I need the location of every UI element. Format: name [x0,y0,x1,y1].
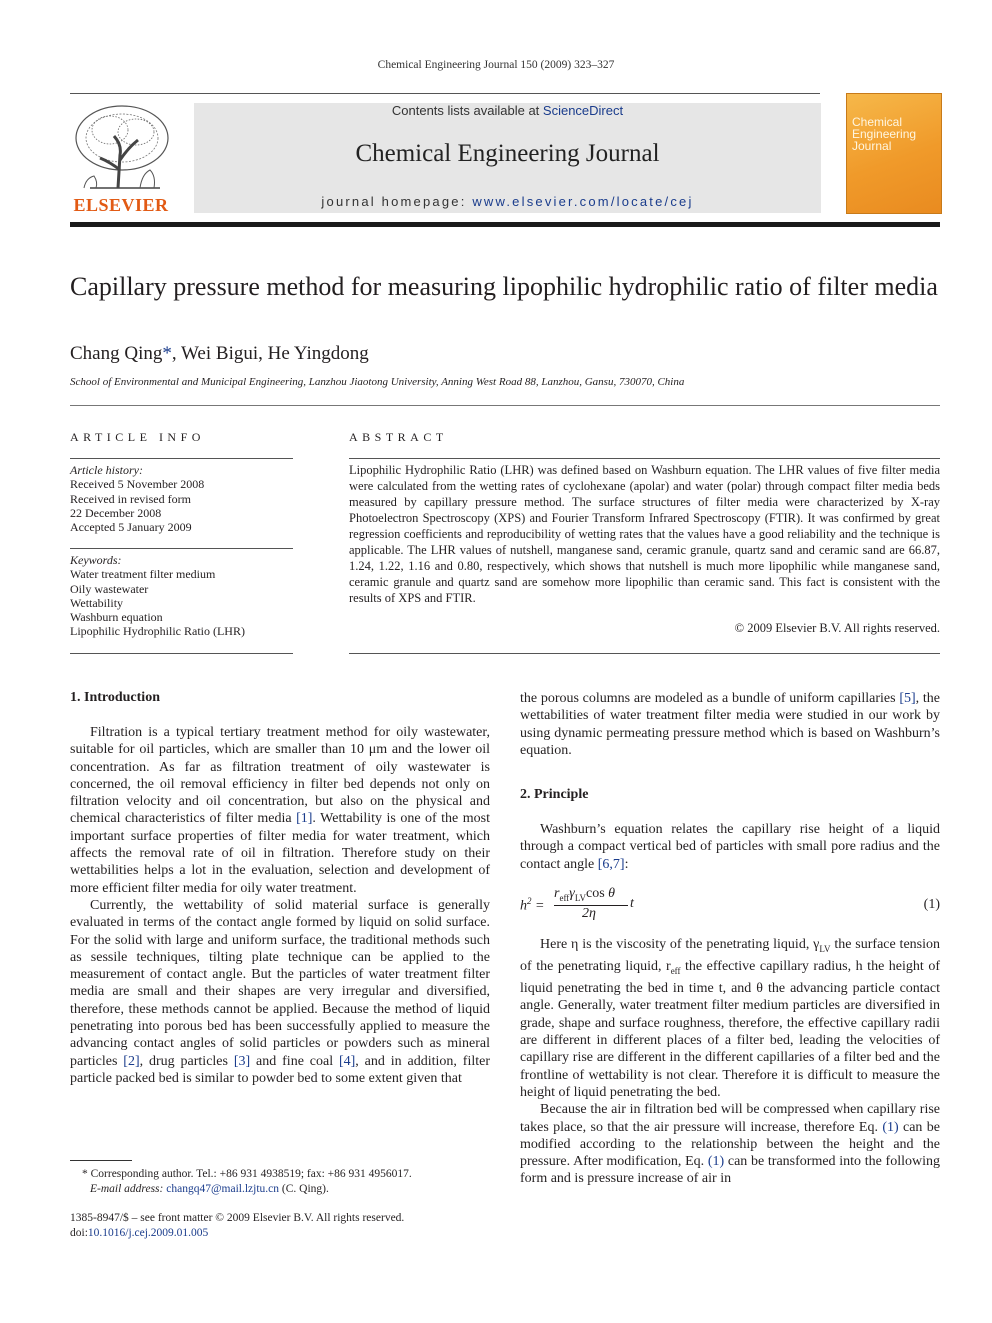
article-info-heading: ARTICLE INFO [70,430,205,444]
text-run: the surface tension of the penetrating liquid, r [520,937,940,975]
cover-title [852,116,942,152]
front-matter [70,1211,490,1240]
equation-lhs: $h^2$ = [520,896,545,914]
history-item: Received 5 November 2008 [70,477,205,492]
text-run: the porous columns are modeled as a bundle of uniform capillaries [520,691,900,706]
journal-cover-thumbnail[interactable] [846,93,942,214]
info-rule [70,548,293,549]
article-title: Capillary pressure method for measuring lipophilic hydrophilic ratio of filter media [70,272,938,301]
info-rule [70,458,293,459]
paragraph [520,1101,940,1187]
equation-link[interactable]: (1) [882,1119,899,1135]
author-names: , Wei Bigui, He Yingdong [171,343,369,364]
homepage-line [194,194,821,209]
introduction-continued [520,690,940,759]
text-run: Filtration is a typical tertiary treatment method for oily wastewater, suitable for oil particles, which are smaller than 10 μm and the lower oil concentration. As far as filtration treatment of oily wastewater is concerned, the oil removal efficiency in filter bed depends not only on filtration velocity and oil concentration, but also on the physical and chemical characteristics of filter media [70,725,490,827]
abstract-text: Lipophilic Hydrophilic Ratio (LHR) was defined based on Washburn equation. The LHR values of five filter media were calculated from the wetting rates of cyclohexane (apolar) and water (polar) through compact filter media beds measured by capillary pressure method. The surface structures of filter media were characterized by X-ray Photoelectron Spectroscopy (XPS) and Fourier Transform Infrared Spectroscopy (FTIR). It was confirmed by great regression coefficients and reproducibility of wetting rates that the values have a good reliability and the technique is applicable. The LHR values of nutshell, manganese sand, ceramic granule, quartz sand and ceramic sand are 66.87, 1.24, 1.22, 1.16 and 0.80, respectively, which shows that nutshell is much more lipophilic while manganese sand, ceramic granule and quartz sand are somehow more lipophilic than ceramic sand. This fact is consistent with the results of XPS and FTIR. [349,463,940,605]
journal-title: Chemical Engineering Journal [355,140,660,167]
footnote [70,1167,490,1196]
email-link[interactable]: changq47@mail.lzjtu.cn [166,1182,280,1195]
keywords [70,553,293,639]
issn-line: 1385-8947/$ – see front matter © 2009 Elsevier B.V. All rights reserved. [70,1212,405,1224]
homepage-link[interactable]: www.elsevier.com/locate/cej [472,194,694,209]
equation-numerator: $r_{eff}\gamma_{LV}\cos$ θ [554,886,616,903]
text-run: , and in addition, filter particle packed bed is similar to powder bed to some extent given that [70,1053,490,1086]
journal-reference: Chemical Engineering Journal 150 (2009) 323–327 [377,59,615,71]
email-label: E-mail address: [90,1182,167,1195]
doi-link[interactable]: 10.1016/j.cej.2009.01.005 [87,1226,209,1239]
citation-link[interactable]: [5] [899,691,916,706]
text-run: , drug particles [139,1053,234,1069]
citation-link[interactable]: [3] [233,1053,251,1069]
paragraph [520,821,940,873]
citation-link[interactable]: [2] [123,1053,140,1069]
info-rule [70,653,293,654]
citation-link[interactable]: [1] [296,811,313,827]
email-line [70,1182,490,1197]
header-thick-rule [70,222,940,227]
cover-title-line: Chemical [852,115,903,129]
footnote-text: Corresponding author. Tel.: +86 931 4938519; fax: +86 931 4956017. [87,1168,412,1180]
homepage-prefix: journal homepage: [321,194,473,209]
abstract-heading: ABSTRACT [349,430,448,444]
equation-t: t [630,896,634,911]
history-item: 22 December 2008 [70,505,162,520]
text-run: can be transformed into the following form and is pressure increase of air in [520,1154,940,1187]
keywords-label: Keywords: [70,553,122,567]
text-run: : [624,856,629,872]
text-run: Washburn’s equation relates the capillary rise height of a liquid through a compact vertical bed of particles with small pore radius and the contact angle [520,822,940,872]
keyword-item: Lipophilic Hydrophilic Ratio (LHR) [70,624,245,639]
footnote-rule [70,1160,132,1161]
section-heading-introduction: 1. Introduction [70,690,160,705]
contents-prefix: Contents lists available at [391,103,543,118]
header-rule [70,93,820,94]
text-run: Currently, the wettability of solid material surface is generally evaluated in terms of the contact angle formed by liquid on solid surface. For the solid with large and uniform surface, the traditional methods such as sessile techniques, tilting plate technique can be applied to the measurement of contact angle. But the particles of water treatment filter media are small and their shapes are very irregular and diversified, therefore, these methods cannot be applied. Because the method of liquid penetrating into porous bed has been successfully applied to measure the advancing contact angles of solid particles or powders such as mineral particles [70,897,490,1069]
corresponding-author-note [70,1167,490,1182]
history-label: Article history: [70,463,143,477]
text-run: . Wettability is one of the most important surface properties of filter media for water treatment, which affects the removal rate of oil in filtration. Therefore study on their wettabilities helps a lot in the evaluation, selection and development of more efficient filter media for oily water treatment. [70,811,490,896]
corresponding-author-marker[interactable]: * [162,343,172,364]
email-suffix: (C. Qing). [279,1182,329,1195]
cover-title-line: Journal [852,139,892,153]
washburn-equation [520,886,670,926]
citation-link[interactable]: [6,7] [597,856,625,872]
equation-denominator: 2η [582,906,596,921]
text-run: Here η is the viscosity of the penetrating liquid, γ [540,937,820,952]
author-list [70,343,940,365]
history-item: Received in revised form [70,491,191,506]
author-name: Chang Qing [70,343,163,364]
abstract-rule [349,458,940,459]
cover-title-line: Engineering [852,127,917,141]
sciencedirect-link[interactable]: ScienceDirect [542,103,624,118]
paragraph [520,690,940,759]
equation-number: (1) [923,897,940,912]
citation-link[interactable]: [4] [338,1053,356,1069]
paragraph [520,936,940,1101]
principle-text-2 [520,936,940,1188]
keyword-item: Washburn equation [70,610,163,625]
text-run: the effective capillary radius, h the height of liquid penetrating the bed in time t, and θ the advancing particle contact angle. Generally, water treatment filter medium particles are diversified in grade, shape and surface roughness, therefore, the effective capillary radii are different in different places of a filter bed, leading the velocities of capillary rise are different in the different capillaries of a filter bed and the frontline of wettability is not clear. Therefore it is difficult to measure the height of liquid penetrating the bed. [520,959,940,1100]
affiliation: School of Environmental and Municipal Engineering, Lanzhou Jiaotong University, Anning West Road 88, Lanzhou, Gansu, 730070, China [70,376,685,388]
footnote-marker: * [82,1168,88,1180]
keyword-item: Water treatment filter medium [70,567,216,582]
keyword-item: Wettability [70,595,124,610]
contents-line [194,103,821,118]
keyword-item: Oily wastewater [70,581,149,596]
subscript: eff [670,965,681,976]
paragraph [70,897,490,1087]
text-run: can be modified according to the relationship between the height and the pressure. After modification, Eq. [520,1119,940,1170]
paragraph [70,724,490,897]
elsevier-wordmark[interactable]: ELSEVIER [73,195,169,215]
introduction-text [70,724,490,1087]
copyright: © 2009 Elsevier B.V. All rights reserved. [734,621,940,635]
subscript: LV [819,943,831,954]
equation-link[interactable]: (1) [707,1154,725,1170]
article-history [70,463,293,534]
text-run: , the wettabilities of water treatment filter media were studied in our work by using dynamic permeating pressure method which is based on Washburn’s equation. [520,691,940,758]
history-item: Accepted 5 January 2009 [70,520,192,535]
text-run: and fine coal [250,1053,339,1069]
abstract-rule [349,653,940,654]
title-rule [70,405,940,406]
principle-text-1 [520,821,940,873]
doi-line [70,1226,490,1241]
section-heading-principle: 2. Principle [520,787,589,802]
text-run: Because the air in filtration bed will be compressed when capillary rise takes place, so that the air pressure will increase, therefore Eq. [520,1102,940,1135]
doi-prefix: doi: [70,1226,88,1239]
